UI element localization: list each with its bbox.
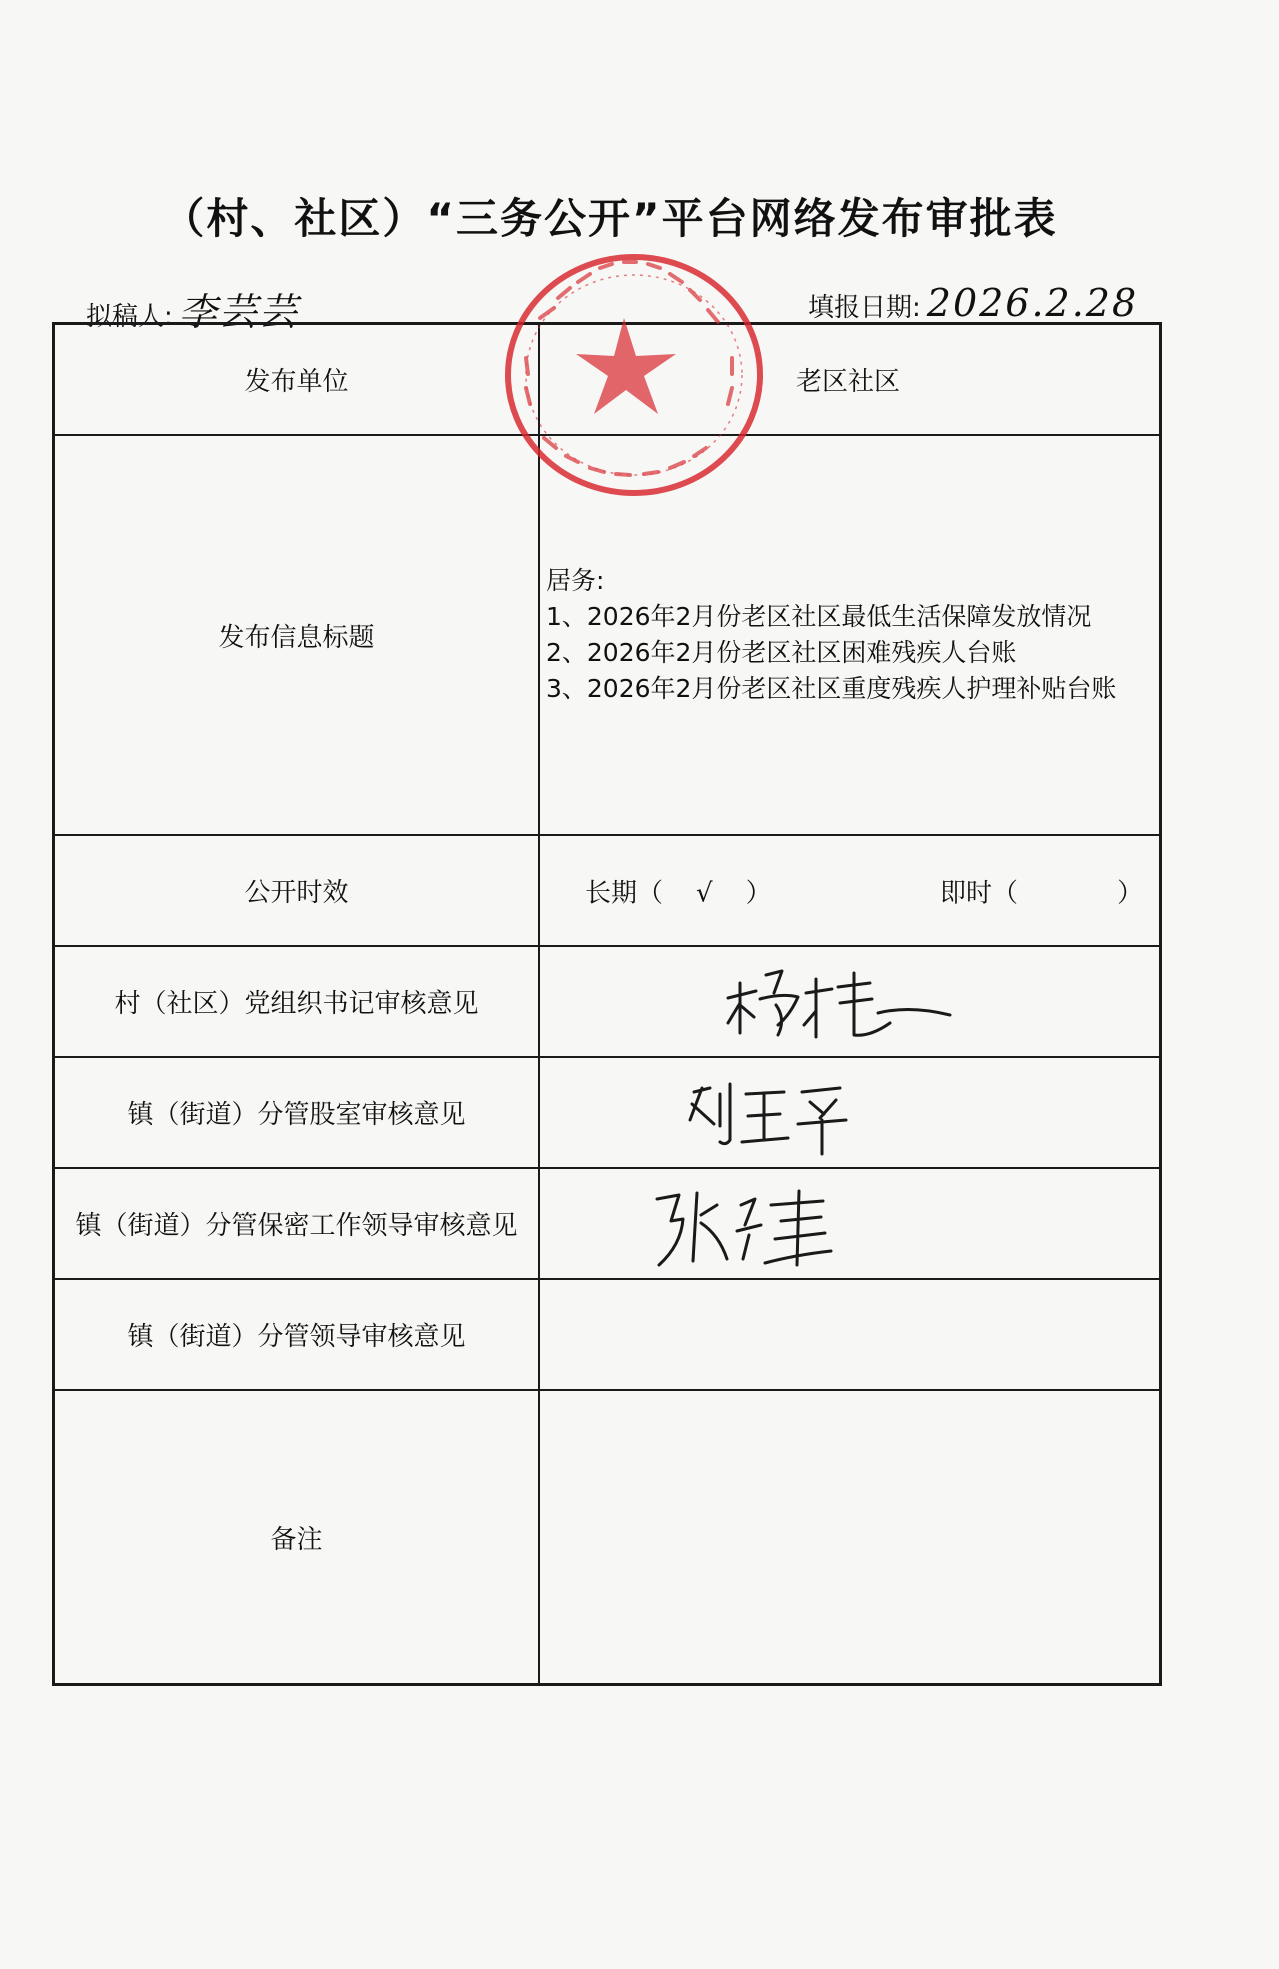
confidential-leader-label: 镇（街道）分管保密工作领导审核意见 (55, 1169, 540, 1278)
validity-cell (540, 836, 1159, 945)
publisher-cell (540, 325, 1159, 434)
info-title-cell (540, 436, 1159, 834)
row-confidential-leader (55, 1169, 1159, 1280)
drafter-name-handwritten: 李芸芸 (178, 290, 299, 334)
remarks-cell (540, 1391, 1159, 1683)
publisher-label: 发布单位 (55, 325, 540, 434)
row-info-title (55, 436, 1159, 836)
row-section-office (55, 1058, 1159, 1169)
validity-immediate-option: 即时（ ） (940, 878, 1144, 908)
row-publisher (55, 325, 1159, 436)
approval-table (52, 322, 1162, 1686)
row-party-secretary (55, 947, 1159, 1058)
section-office-cell (540, 1058, 1159, 1167)
row-validity (55, 836, 1159, 947)
drafter-label: 拟稿人: (86, 302, 173, 332)
section-office-signature (680, 1064, 860, 1160)
info-title-item: 1、2026年2月份老区社区最低生活保障发放情况 (546, 602, 1092, 631)
publisher-value: 老区社区 (796, 367, 901, 397)
date-value-handwritten: 2026.2.28 (926, 281, 1139, 325)
section-office-label: 镇（街道）分管股室审核意见 (55, 1058, 540, 1167)
leader-label: 镇（街道）分管领导审核意见 (55, 1280, 540, 1389)
leader-cell (540, 1280, 1159, 1389)
date-line (808, 281, 1138, 325)
confidential-leader-cell (540, 1169, 1159, 1278)
confidential-leader-signature (645, 1175, 845, 1271)
validity-long-term-option: 长期（ √ ） (585, 878, 772, 908)
validity-label: 公开时效 (55, 836, 540, 945)
info-title-heading: 居务: (546, 566, 605, 595)
info-title-item: 2、2026年2月份老区社区困难残疾人台账 (546, 638, 1017, 667)
date-label: 填报日期: (808, 293, 921, 323)
remarks-label: 备注 (55, 1391, 540, 1683)
row-leader (55, 1280, 1159, 1391)
info-title-list (540, 563, 1116, 707)
row-remarks (55, 1391, 1159, 1683)
info-title-item: 3、2026年2月份老区社区重度残疾人护理补贴台账 (546, 674, 1117, 703)
party-secretary-signature (720, 953, 960, 1049)
form-title: （村、社区）“三务公开”平台网络发布审批表 (162, 194, 1058, 243)
party-secretary-cell (540, 947, 1159, 1056)
info-title-label: 发布信息标题 (55, 436, 540, 834)
party-secretary-label: 村（社区）党组织书记审核意见 (55, 947, 540, 1056)
